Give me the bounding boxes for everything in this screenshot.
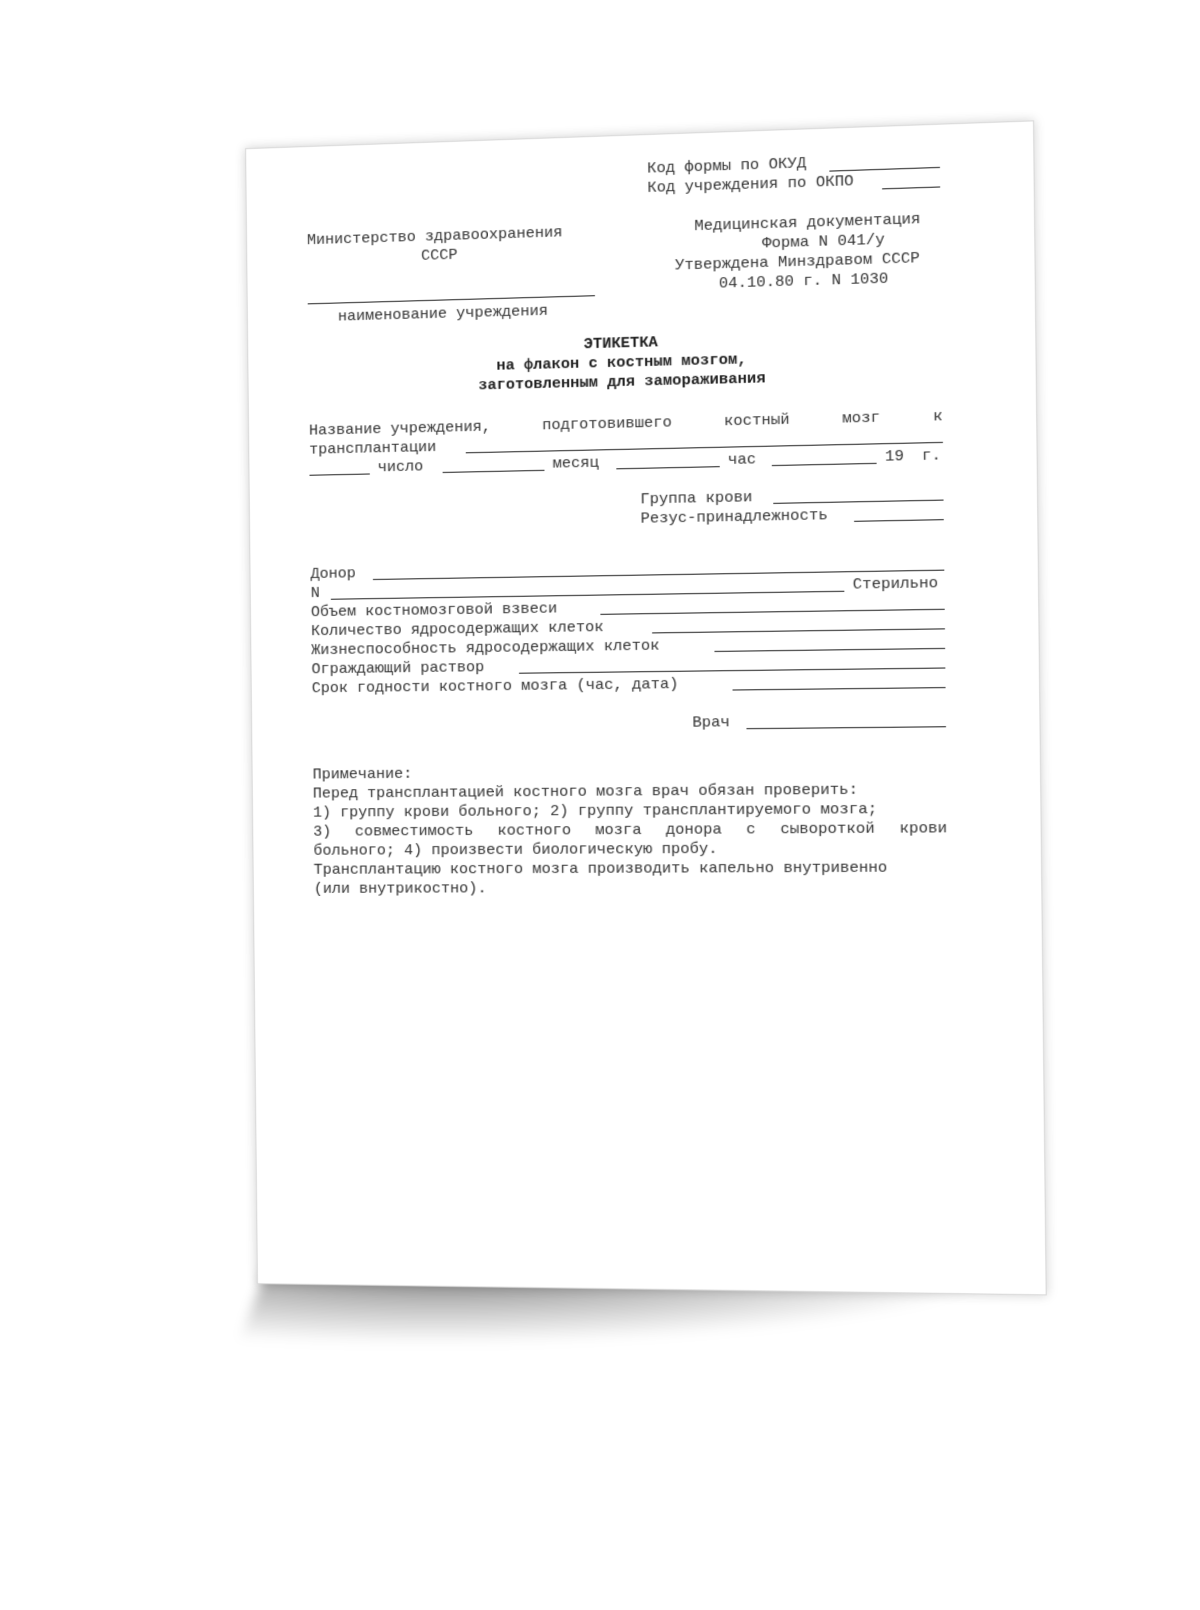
note-line5: Трансплантацию костного мозга производить капельно внутривенно	[313, 859, 888, 879]
doctor-signature-line	[746, 726, 946, 729]
hour-line	[772, 463, 877, 466]
note-word: костного	[497, 822, 572, 840]
expiry-line	[733, 687, 946, 690]
sterile-label: Стерильно	[852, 574, 939, 594]
ministry-line2: СССР	[420, 246, 458, 265]
count-line	[652, 628, 945, 633]
number-line	[331, 591, 844, 600]
rhesus-line	[854, 519, 944, 522]
note-line4: больного; 4) произвести биологическую пробу.	[313, 840, 718, 860]
volume-label: Объем костномозговой взвеси	[310, 600, 558, 622]
note-line6: (или внутрикостно).	[313, 880, 487, 898]
rhesus-label: Резус-принадлежность	[640, 506, 828, 528]
institution-caption: наименование учреждения	[337, 302, 549, 326]
blood-group-label: Группа крови	[640, 488, 753, 509]
day-line	[443, 470, 545, 473]
title-line2: на флакон с костным мозгом,	[496, 351, 747, 375]
note-line1: Перед трансплантацией костного мозга врач обязан проверить:	[312, 781, 859, 803]
date-prefix-line	[309, 473, 369, 475]
blood-group-line	[773, 500, 943, 504]
okpo-label: Код учреждения по ОКПО	[647, 172, 854, 198]
hour-label: час	[727, 451, 757, 470]
note-heading: Примечание:	[312, 765, 413, 784]
approved-label: Утверждена Минздравом СССР	[675, 249, 920, 275]
viability-line	[714, 648, 945, 652]
inst-word: мозг	[842, 409, 881, 428]
title-line1: ЭТИКЕТКА	[583, 334, 658, 354]
okud-line	[829, 167, 940, 172]
transplant-label: трансплантации	[309, 438, 437, 459]
viability-label: Жизнеспособность ядросодержащих клеток	[311, 637, 660, 660]
form-number: Форма N 041/у	[762, 231, 885, 253]
donor-label: Донор	[310, 565, 356, 584]
inst-word: костный	[723, 411, 790, 431]
note-word: с	[746, 821, 756, 839]
order-label: 04.10.80 г. N 1030	[718, 270, 889, 293]
year-suffix: г.	[921, 447, 942, 465]
year-value: 19	[884, 447, 905, 466]
transplant-line	[466, 442, 943, 453]
institution-prepared-row	[309, 408, 943, 441]
okud-label: Код формы по ОКУД	[647, 154, 807, 178]
institution-name-line	[308, 295, 595, 304]
day-label: число	[377, 458, 424, 477]
note-word: совместимость	[354, 822, 474, 841]
okpo-line	[882, 186, 940, 189]
note-word: мозга	[595, 821, 642, 840]
note-word: 3)	[313, 823, 332, 841]
document-page	[245, 120, 1047, 1295]
note-line2: 1) группу крови больного; 2) группу трансплантируемого мозга;	[312, 800, 878, 822]
ministry-line1: Министерство здравоохранения	[306, 224, 563, 250]
title-line3: заготовленным для замораживания	[478, 370, 766, 395]
number-label: N	[310, 584, 320, 603]
count-label: Количество ядросодержащих клеток	[311, 618, 604, 641]
note-word: сывороткой	[780, 820, 875, 839]
inst-word: Название учреждения,	[308, 418, 492, 440]
month-line	[616, 466, 719, 469]
note-word: крови	[899, 819, 948, 838]
protective-label: Ограждающий раствор	[311, 658, 485, 679]
month-label: месяц	[552, 454, 599, 473]
inst-word: к	[932, 407, 943, 426]
note-line3	[313, 820, 947, 842]
doctor-label: Врач	[692, 714, 730, 732]
protective-line	[519, 667, 945, 673]
expiry-label: Срок годности костного мозга (час, дата)	[311, 675, 679, 698]
inst-word: подготовившего	[542, 414, 672, 435]
volume-line	[600, 609, 944, 615]
med-doc-label: Медицинская документация	[694, 210, 921, 236]
note-word: донора	[665, 821, 722, 839]
